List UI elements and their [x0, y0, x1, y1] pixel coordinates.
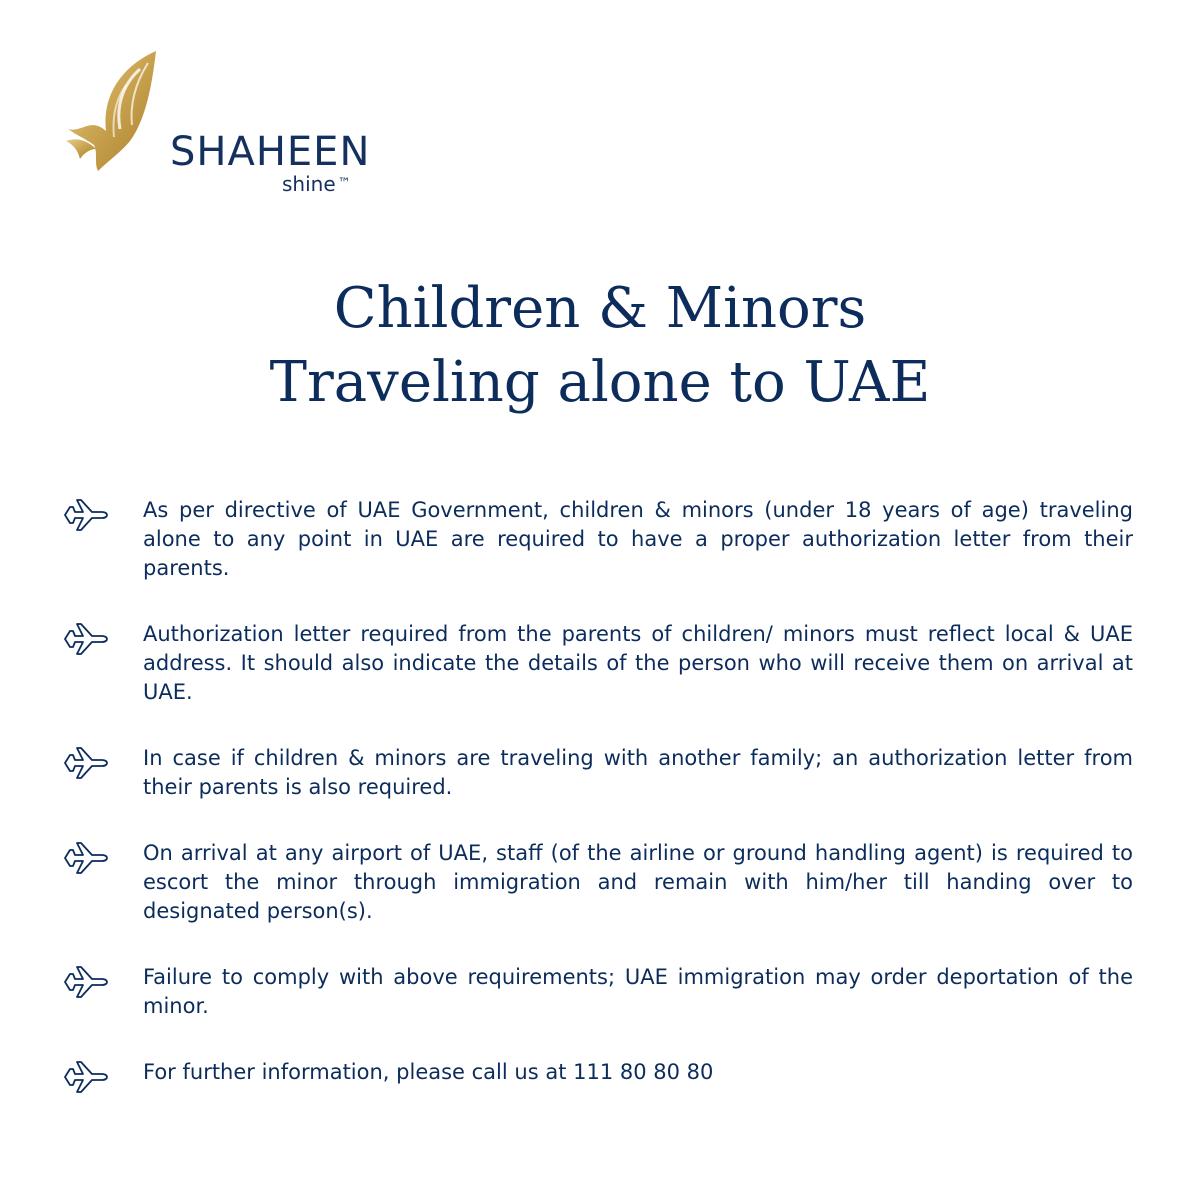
- list-item-text: As per directive of UAE Government, children & minors (under 18 years of age) traveling alone to any point in UAE are required to have a proper authorization letter from their parents.: [143, 498, 1133, 580]
- list-item-text: Failure to comply with above requirements; UAE immigration may order deportation of the minor.: [143, 965, 1133, 1018]
- list-item-text: For further information, please call us at 111 80 80 80: [143, 1060, 714, 1084]
- airplane-icon: [62, 622, 108, 656]
- airplane-icon: [62, 746, 108, 780]
- title-line-2: Traveling alone to UAE: [269, 350, 931, 415]
- title-line-1: Children & Minors: [333, 276, 867, 341]
- requirements-list: [0, 496, 1200, 1124]
- list-item: [0, 496, 1200, 583]
- falcon-logo-icon: [60, 45, 180, 180]
- list-item-text: In case if children & minors are traveling with another family; an authorization letter from their parents is also required.: [143, 746, 1133, 799]
- brand-tagline-text: shine: [282, 172, 336, 196]
- trademark-symbol: ™: [337, 176, 351, 191]
- brand-logo: [60, 45, 380, 195]
- airplane-icon: [62, 1060, 108, 1094]
- list-item: [0, 1058, 1200, 1087]
- list-item: [0, 963, 1200, 1021]
- list-item: [0, 620, 1200, 707]
- brand-tagline: [282, 172, 351, 196]
- brand-name: SHAHEEN: [170, 129, 371, 175]
- airplane-icon: [62, 498, 108, 532]
- list-item: [0, 839, 1200, 926]
- list-item-text: On arrival at any airport of UAE, staff (of the airline or ground handling agent) is required to escort the minor through immigration and remain with him/her till handing over to designated person(s).: [143, 841, 1133, 923]
- page-title: [0, 272, 1200, 420]
- airplane-icon: [62, 965, 108, 999]
- airplane-icon: [62, 841, 108, 875]
- list-item: [0, 744, 1200, 802]
- list-item-text: Authorization letter required from the parents of children/ minors must reflect local & UAE address. It should also indicate the details of the person who will receive them on arrival at UAE.: [143, 622, 1133, 704]
